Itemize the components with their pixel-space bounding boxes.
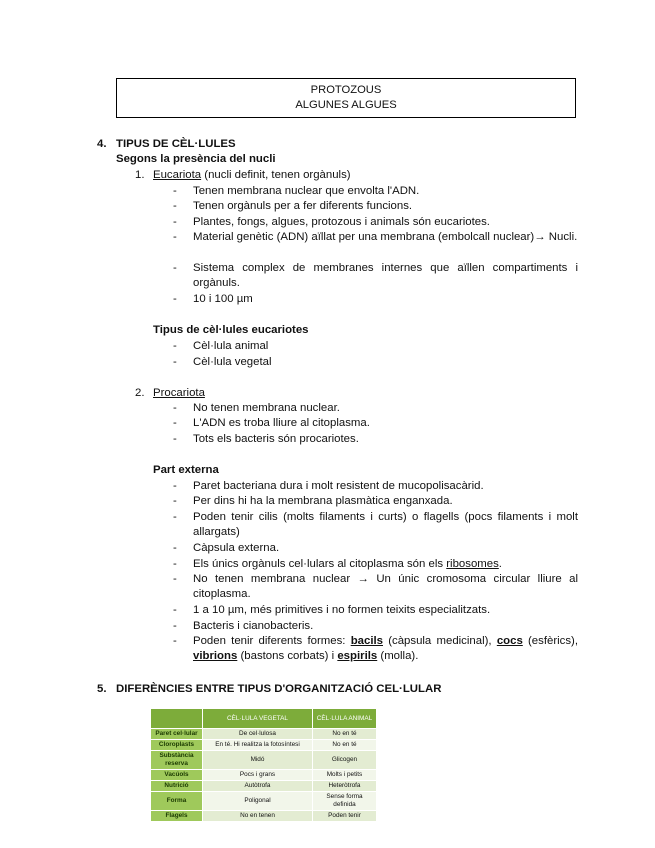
- bullet-dash: -: [173, 558, 177, 570]
- differences-table: [150, 708, 377, 822]
- form-bacils-desc: (càpsula medicinal),: [382, 635, 497, 647]
- bullet-dash: -: [173, 200, 177, 212]
- table-row: [151, 781, 377, 792]
- section-5-title: DIFERÈNCIES ENTRE TIPUS D'ORGANITZACIÓ CEL·LULAR: [116, 683, 442, 695]
- section-4-subtitle: Segons la presència del nucli: [116, 153, 276, 165]
- form-cocs-desc: (esfèrics),: [522, 635, 579, 647]
- row-header: Vacúols: [151, 770, 203, 781]
- list-item: Tenen orgànuls per a fer diferents funcions.: [193, 200, 413, 212]
- bullet-dash: -: [173, 293, 177, 305]
- bullet-dash: -: [173, 573, 177, 585]
- ribosomes-item: [193, 557, 502, 572]
- list-item: Cèl·lula animal: [193, 340, 269, 352]
- eukaryote-types-heading: Tipus de cèl·lules eucariotes: [153, 324, 309, 336]
- section-5-number: 5.: [97, 683, 107, 695]
- box-line-2: ALGUNES ALGUES: [295, 99, 397, 111]
- form-vibrions: vibrions: [193, 650, 238, 662]
- form-bacils: bacils: [350, 635, 383, 647]
- table-row: [151, 740, 377, 751]
- row-header: Forma: [151, 792, 203, 811]
- eukaryote-heading: [153, 168, 351, 183]
- row-header: Nutrició: [151, 781, 203, 792]
- table-cell: Pocs i grans: [203, 770, 313, 781]
- box-line-1: PROTOZOUS: [310, 84, 382, 96]
- table-cell: De cel·lulosa: [203, 729, 313, 740]
- forms-item: [193, 634, 578, 664]
- external-part-heading: Part externa: [153, 464, 219, 476]
- list-item: Tenen membrana nuclear que envolta l'ADN.: [193, 185, 420, 197]
- table-cell: No en té: [313, 740, 377, 751]
- bullet-dash: -: [173, 620, 177, 632]
- ribosomes-suffix: .: [498, 558, 502, 570]
- bullet-dash: -: [173, 635, 177, 647]
- table-cell: Autòtrofa: [203, 781, 313, 792]
- list-item: Sistema complex de membranes internes que aïllen compartiments i orgànuls.: [193, 262, 578, 289]
- list-item: Càpsula externa.: [193, 542, 280, 554]
- eukaryote-note: (nucli definit, tenen orgànuls): [201, 169, 351, 181]
- table-cell: Heteròtrofa: [313, 781, 377, 792]
- list-item: 1 a 10 µm, més primitives i no formen teixits especialitzats.: [193, 604, 491, 616]
- row-header: Cloroplasts: [151, 740, 203, 751]
- list-item: Poden tenir cilis (molts filaments i curts) o flagells (pocs filaments i molt allargats): [193, 511, 578, 538]
- form-espirils: espirils: [337, 650, 378, 662]
- list-item: Plantes, fongs, algues, protozous i animals són eucariotes.: [193, 216, 490, 228]
- list-item: Bacteris i cianobacteris.: [193, 620, 314, 632]
- bullet-dash: -: [173, 185, 177, 197]
- prokaryote-label: Procariota: [153, 387, 205, 399]
- bullet-dash: -: [173, 433, 177, 445]
- table-cell: Midó: [203, 751, 313, 770]
- table-row: [151, 811, 377, 822]
- form-cocs: cocs: [496, 635, 523, 647]
- table-cell: Poligonal: [203, 792, 313, 811]
- bullet-dash: -: [173, 417, 177, 429]
- eukaryote-number: 1.: [135, 169, 145, 181]
- table-cell: No en tenen: [203, 811, 313, 822]
- row-header: Substància reserva: [151, 751, 203, 770]
- table-cell: Poden tenir: [313, 811, 377, 822]
- section-4-title: TIPUS DE CÈL·LULES: [116, 138, 236, 150]
- bullet-dash: -: [173, 480, 177, 492]
- bullet-dash: -: [173, 402, 177, 414]
- table-header-row: [151, 709, 377, 729]
- table-cell: No en té: [313, 729, 377, 740]
- bullet-dash: -: [173, 495, 177, 507]
- table-row: [151, 751, 377, 770]
- prokaryote-number: 2.: [135, 387, 145, 399]
- ribosomes-word: ribosomes: [446, 558, 499, 570]
- table-header-cell: CÈL·LULA VEGETAL: [203, 709, 313, 729]
- bullet-dash: -: [173, 231, 177, 243]
- table-header-cell: CÈL·LULA ANIMAL: [313, 709, 377, 729]
- row-header: Flagels: [151, 811, 203, 822]
- table-header-cell: [151, 709, 203, 729]
- row-header: Paret cel·lular: [151, 729, 203, 740]
- form-espirils-desc: (molla).: [377, 650, 419, 662]
- table-row: [151, 792, 377, 811]
- table-cell: Glicogen: [313, 751, 377, 770]
- list-item: Paret bacteriana dura i molt resistent de mucopolisacàrid.: [193, 480, 484, 492]
- table-cell: Molts i petits: [313, 770, 377, 781]
- list-item: No tenen membrana nuclear → Un únic cromosoma circular lliure al citoplasma.: [193, 573, 578, 600]
- table-cell: Sense forma definida: [313, 792, 377, 811]
- table-row: [151, 770, 377, 781]
- highlighted-box: [116, 78, 576, 118]
- table-cell: En té. Hi realitza la fotosíntesi: [203, 740, 313, 751]
- section-4-number: 4.: [97, 138, 107, 150]
- bullet-dash: -: [173, 542, 177, 554]
- bullet-dash: -: [173, 604, 177, 616]
- form-vibrions-desc: (bastons corbats) i: [237, 650, 338, 662]
- list-item: L'ADN es troba lliure al citoplasma.: [193, 417, 370, 429]
- bullet-dash: -: [173, 262, 177, 274]
- list-item: Material genètic (ADN) aïllat per una membrana (embolcall nuclear)→ Nucli.: [193, 231, 578, 243]
- ribosomes-prefix: Els únics orgànuls cel·lulars al citoplasma són els: [193, 558, 447, 570]
- table-row: [151, 729, 377, 740]
- eukaryote-label: Eucariota: [153, 169, 202, 181]
- bullet-dash: -: [173, 511, 177, 523]
- list-item: Tots els bacteris són procariotes.: [193, 433, 359, 445]
- list-item: Cèl·lula vegetal: [193, 356, 272, 368]
- bullet-dash: -: [173, 340, 177, 352]
- list-item: No tenen membrana nuclear.: [193, 402, 340, 414]
- list-item: 10 i 100 µm: [193, 293, 253, 305]
- bullet-dash: -: [173, 356, 177, 368]
- list-item: Per dins hi ha la membrana plasmàtica enganxada.: [193, 495, 453, 507]
- forms-prefix: Poden tenir diferents formes:: [193, 635, 351, 647]
- bullet-dash: -: [173, 216, 177, 228]
